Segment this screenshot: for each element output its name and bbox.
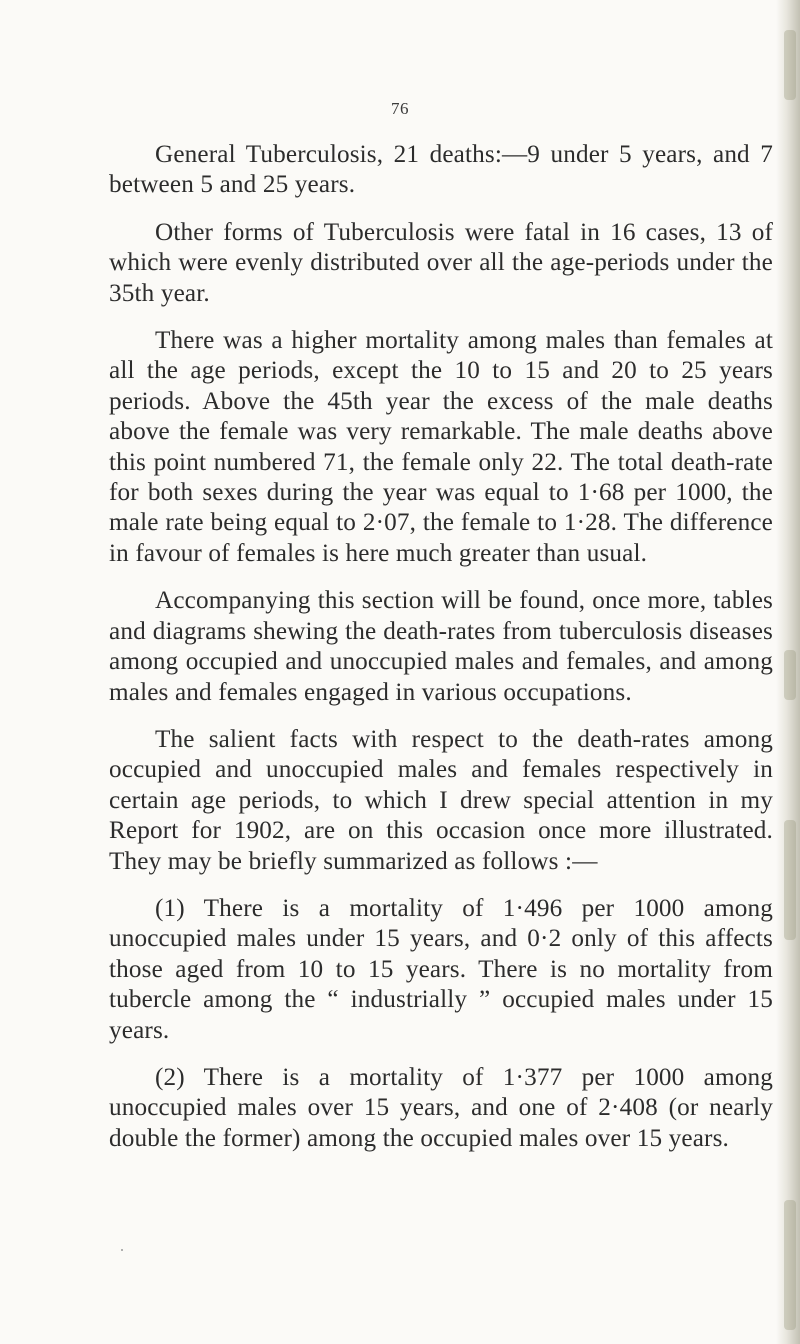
page-edge-stain [784,30,796,100]
paper-speck [121,1249,123,1251]
paragraph-general-tuberculosis: General Tuberculosis, 21 deaths:—9 under 5 years, and 7 between 5 and 25 years. [109,141,773,199]
paragraph-point-1: (1) There is a mortality of 1·496 per 1000 among unoccupied males under 15 years, and 0·2 only of this affects those aged from 10 to 15 years. There is no mortality from tubercle among the “ industrially ” occupied males under 15 years. [109,894,773,1044]
paragraph-accompanying-tables: Accompanying this section will be found, once more, tables and diagrams shewing the death-rates from tuberculosis diseases among occupied and unoccupied males and females, and among males and females engaged in various occupations. [109,587,773,706]
paragraph-point-2: (2) There is a mortality of 1·377 per 1000 among unoccupied males over 15 years, and one of 2·408 (or nearly double the former) among the occupied males over 15 years. [109,1063,773,1152]
paragraph-mortality-by-sex: There was a higher mortality among males than females at all the age periods, except the 10 to 15 and 20 to 25 years periods. Above the 45th year the excess of the male deaths above the female was very remarkable. The male deaths above this point numbered 71, the female only 22. The total death-rate for both sexes during the year was equal to 1·68 per 1000, the male rate being equal to 2·07, the female to 1·28. The difference in favour of females is here much greater than usual. [109,327,773,567]
page-edge-shadow [776,0,800,1344]
paragraph-other-forms: Other forms of Tuberculosis were fatal in 16 cases, 13 of which were evenly distributed over all the age-periods under the 35th year. [109,218,773,307]
page-edge-stain [784,1200,796,1330]
paragraph-salient-facts: The salient facts with respect to the death-rates among occupied and unoccupied males and females respectively in certain age periods, to which I drew special attention in my Report for 1902, are on this occasion once more illustrated. They may be briefly summarized as follows :— [109,725,773,875]
body-text [109,140,773,1154]
page-edge-stain [784,820,796,940]
page-edge-stain [784,650,796,700]
page-number: 76 [391,99,409,118]
